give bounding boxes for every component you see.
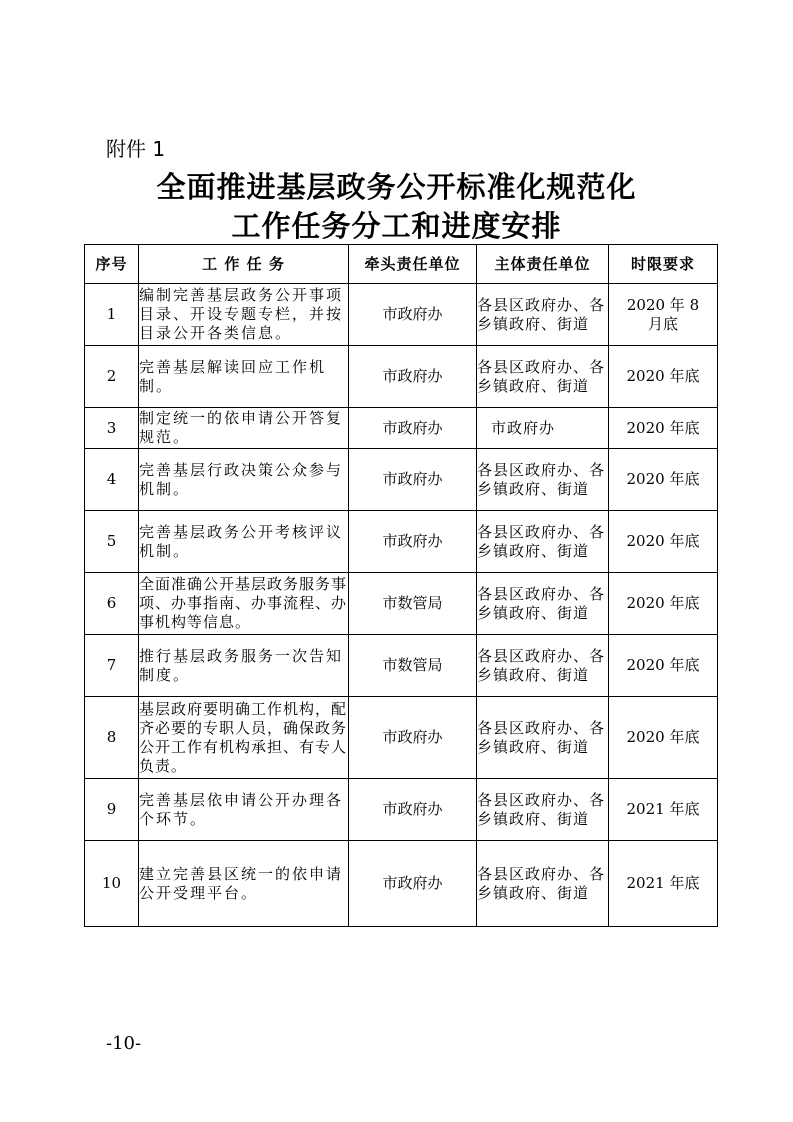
row-deadline: 2020 年底	[609, 635, 718, 697]
row-main-unit: 各县区政府办、各乡镇政府、街道	[477, 573, 609, 635]
row-main-unit: 市政府办	[477, 408, 609, 449]
row-task: 完善基层解读回应工作机制。	[139, 346, 349, 408]
task-table	[84, 244, 718, 927]
row-deadline: 2020 年底	[609, 697, 718, 779]
row-lead-unit: 市政府办	[349, 841, 477, 927]
row-no: 5	[85, 511, 139, 573]
row-main-unit: 各县区政府办、各乡镇政府、街道	[477, 697, 609, 779]
row-task: 基层政府要明确工作机构，配齐必要的专职人员，确保政务公开工作有机构承担、有专人负责。	[139, 697, 349, 779]
document-title-line-1: 全面推进基层政务公开标准化规范化	[156, 170, 637, 204]
row-lead-unit: 市政府办	[349, 449, 477, 511]
row-no: 9	[85, 779, 139, 841]
row-main-unit: 各县区政府办、各乡镇政府、街道	[477, 511, 609, 573]
row-deadline: 2020 年底	[609, 449, 718, 511]
row-lead-unit: 市数管局	[349, 635, 477, 697]
row-no: 8	[85, 697, 139, 779]
row-lead-unit: 市政府办	[349, 284, 477, 346]
row-no: 10	[85, 841, 139, 927]
row-task: 完善基层政务公开考核评议机制。	[139, 511, 349, 573]
row-lead-unit: 市数管局	[349, 573, 477, 635]
row-main-unit: 各县区政府办、各乡镇政府、街道	[477, 346, 609, 408]
header-deadline: 时限要求	[609, 245, 718, 284]
table-row	[85, 697, 718, 779]
row-deadline: 2020 年 8 月底	[609, 284, 718, 346]
table-row	[85, 346, 718, 408]
row-no: 6	[85, 573, 139, 635]
row-main-unit: 各县区政府办、各乡镇政府、街道	[477, 841, 609, 927]
header-main-unit: 主体责任单位	[477, 245, 609, 284]
table-row	[85, 635, 718, 697]
table-header-row	[85, 245, 718, 284]
row-no: 7	[85, 635, 139, 697]
row-deadline: 2020 年底	[609, 346, 718, 408]
row-main-unit: 各县区政府办、各乡镇政府、街道	[477, 779, 609, 841]
row-main-unit: 各县区政府办、各乡镇政府、街道	[477, 284, 609, 346]
document-title-line-2: 工作任务分工和进度安排	[231, 209, 562, 243]
table-row	[85, 284, 718, 346]
table-row	[85, 449, 718, 511]
row-main-unit: 各县区政府办、各乡镇政府、街道	[477, 635, 609, 697]
row-task: 推行基层政务服务一次告知制度。	[139, 635, 349, 697]
table-row	[85, 408, 718, 449]
attachment-label: 附件 1	[106, 137, 166, 161]
row-no: 3	[85, 408, 139, 449]
row-task: 建立完善县区统一的依申请公开受理平台。	[139, 841, 349, 927]
header-task: 工 作 任 务	[139, 245, 349, 284]
row-task: 制定统一的依申请公开答复规范。	[139, 408, 349, 449]
row-task: 全面准确公开基层政务服务事项、办事指南、办事流程、办事机构等信息。	[139, 573, 349, 635]
table-row	[85, 841, 718, 927]
row-deadline: 2020 年底	[609, 511, 718, 573]
row-lead-unit: 市政府办	[349, 346, 477, 408]
row-no: 1	[85, 284, 139, 346]
table-row	[85, 779, 718, 841]
header-lead-unit: 牵头责任单位	[349, 245, 477, 284]
row-no: 4	[85, 449, 139, 511]
row-lead-unit: 市政府办	[349, 408, 477, 449]
row-task: 完善基层行政决策公众参与机制。	[139, 449, 349, 511]
row-lead-unit: 市政府办	[349, 511, 477, 573]
table-row	[85, 573, 718, 635]
row-lead-unit: 市政府办	[349, 697, 477, 779]
row-deadline: 2021 年底	[609, 779, 718, 841]
table-row	[85, 511, 718, 573]
row-deadline: 2020 年底	[609, 408, 718, 449]
row-task: 完善基层依申请公开办理各个环节。	[139, 779, 349, 841]
row-lead-unit: 市政府办	[349, 779, 477, 841]
header-no: 序号	[85, 245, 139, 284]
page-number: -10-	[106, 1033, 142, 1054]
row-task: 编制完善基层政务公开事项目录、开设专题专栏，并按目录公开各类信息。	[139, 284, 349, 346]
row-deadline: 2020 年底	[609, 573, 718, 635]
row-deadline: 2021 年底	[609, 841, 718, 927]
row-main-unit: 各县区政府办、各乡镇政府、街道	[477, 449, 609, 511]
row-no: 2	[85, 346, 139, 408]
